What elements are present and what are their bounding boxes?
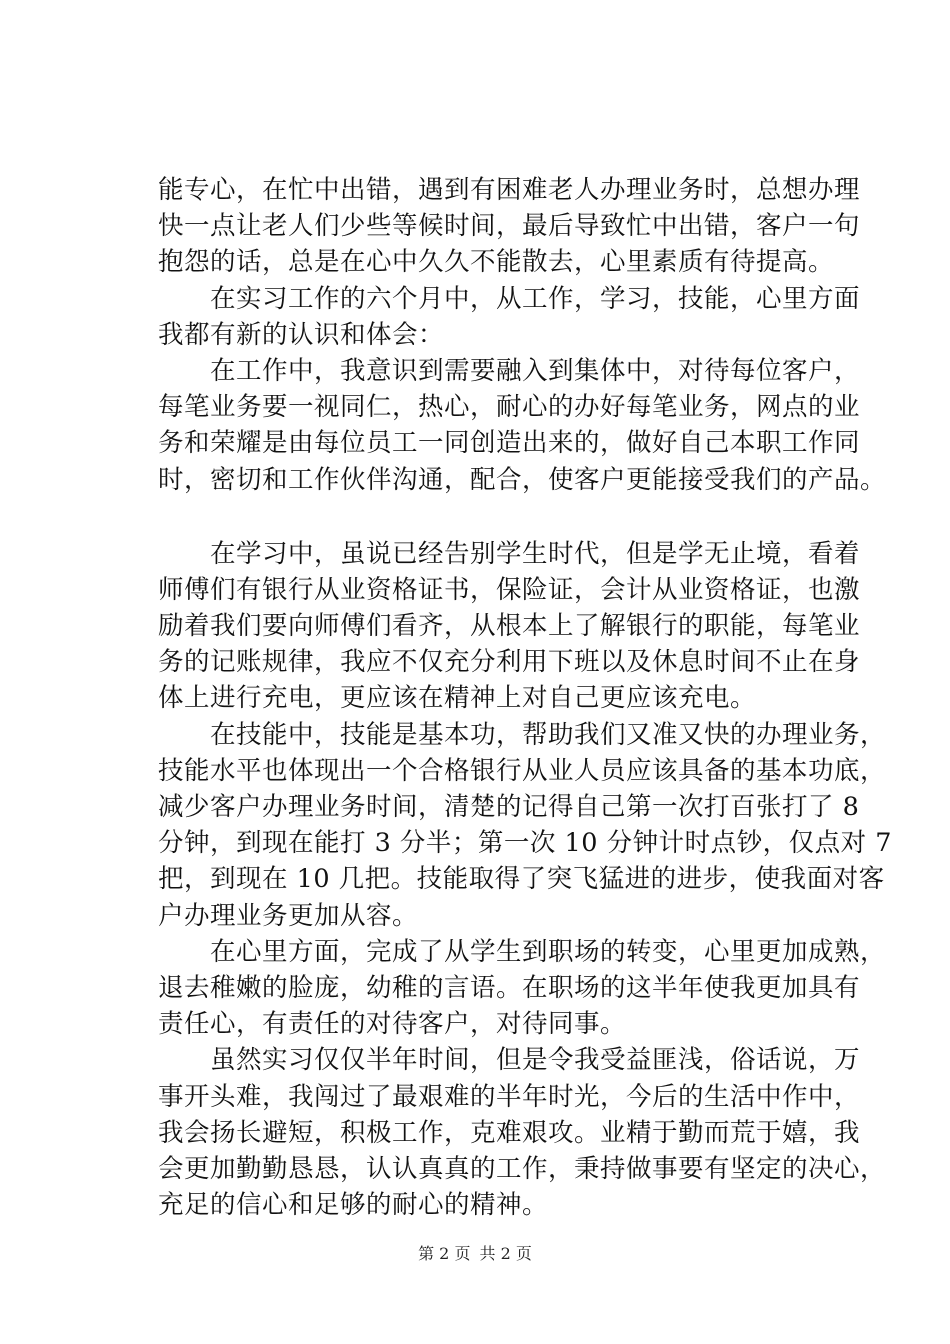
text-line: 充足的信心和足够的耐心的精神。: [158, 1190, 549, 1221]
page-number: 第 2 页: [418, 1244, 471, 1263]
text-line: 我会扬长避短，积极工作，克难艰攻。业精于勤而荒于嬉，我: [158, 1117, 861, 1148]
text-line: 在心里方面，完成了从学生到职场的转变，心里更加成熟，: [158, 936, 887, 967]
document-body: [158, 172, 892, 1223]
text-line: 把，到现在 10 几把。技能取得了突飞猛进的进步，使我面对客: [158, 864, 885, 895]
text-line: 在工作中，我意识到需要融入到集体中，对待每位客户，: [158, 355, 861, 386]
text-line: 抱怨的话，总是在心中久久不能散去，心里素质有待提高。: [158, 247, 835, 278]
text-line: 务的记账规律，我应不仅充分利用下班以及休息时间不止在身: [158, 647, 861, 678]
text-line: 能专心，在忙中出错，遇到有困难老人办理业务时，总想办理: [158, 175, 861, 205]
text-line: 务和荣耀是由每位员工一同创造出来的，做好自己本职工作同: [158, 428, 861, 459]
text-line: 在实习工作的六个月中，从工作，学习，技能，心里方面: [158, 283, 861, 314]
text-line: 分钟，到现在能打 3 分半；第一次 10 分钟计时点钞，仅点对 7: [158, 828, 892, 859]
text-line: 虽然实习仅仅半年时间，但是令我受益匪浅，俗话说，万: [158, 1045, 861, 1076]
text-line: 在技能中，技能是基本功，帮助我们又准又快的办理业务，: [158, 719, 887, 750]
text-line: 每笔业务要一视同仁，热心，耐心的办好每笔业务，网点的业: [158, 392, 861, 423]
text-line: 技能水平也体现出一个合格银行从业人员应该具备的基本功底，: [158, 755, 887, 786]
text-line: 户办理业务更加从容。: [158, 900, 419, 931]
text-line: 励着我们要向师傅们看齐，从根本上了解银行的职能，每笔业: [158, 611, 861, 642]
text-line: 体上进行充电，更应该在精神上对自己更应该充电。: [158, 683, 757, 714]
text-line: 减少客户办理业务时间，清楚的记得自己第一次打百张打了 8: [158, 792, 860, 822]
page-total: 共 2 页: [479, 1244, 532, 1263]
text-line: 师傅们有银行从业资格证书，保险证，会计从业资格证，也激: [158, 574, 861, 605]
text-line: 我都有新的认识和体会：: [158, 319, 445, 350]
text-line: 在学习中，虽说已经告别学生时代，但是学无止境，看着: [158, 538, 861, 569]
blank-line: [158, 498, 858, 536]
text-line: 退去稚嫩的脸庞，幼稚的言语。在职场的这半年使我更加具有: [158, 972, 861, 1003]
text-line: 会更加勤勤恳恳，认认真真的工作，秉持做事要有坚定的决心，: [158, 1153, 887, 1184]
text-line: 责任心，有责任的对待客户，对待同事。: [158, 1009, 627, 1040]
text-line: 快一点让老人们少些等候时间，最后导致忙中出错，客户一句: [158, 211, 861, 242]
text-line: 事开头难，我闯过了最艰难的半年时光，今后的生活中作中，: [158, 1081, 861, 1112]
text-line: 时，密切和工作伙伴沟通，配合，使客户更能接受我们的产品。: [158, 464, 887, 495]
page-footer: [0, 1244, 950, 1264]
